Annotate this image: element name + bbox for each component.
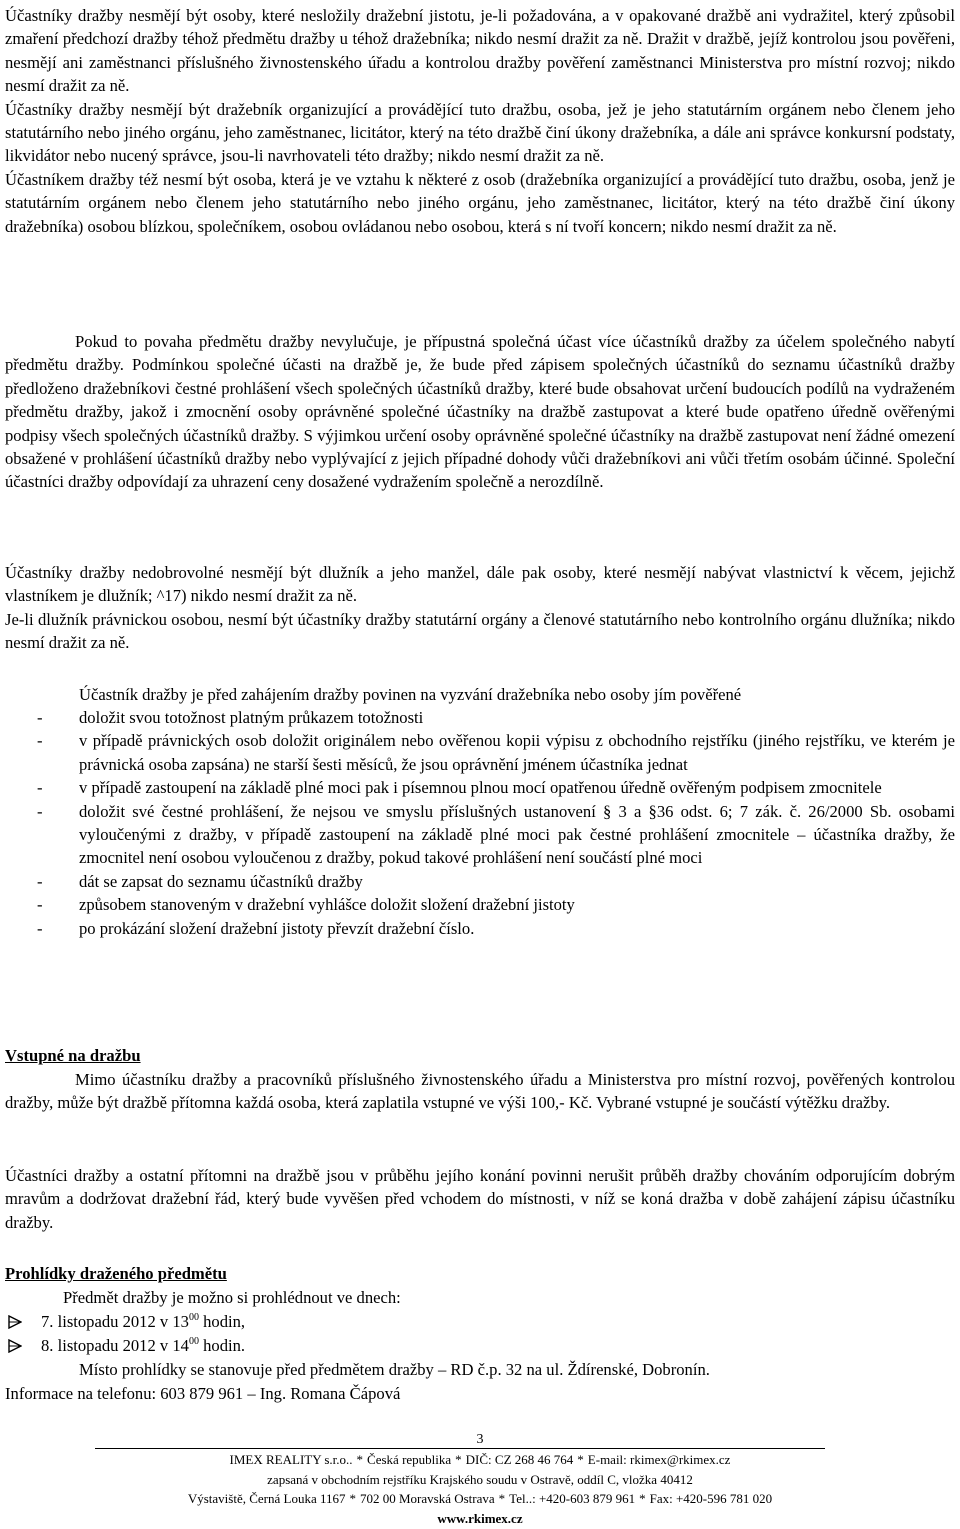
arrow-bullet-icon bbox=[8, 1315, 22, 1329]
footer-registration-line: zapsaná v obchodním rejstříku Krajského soudu v Ostravě, oddíl C, vložka 40412 bbox=[267, 1471, 693, 1487]
obligations-intro-block bbox=[5, 683, 955, 706]
page-number: 3 bbox=[476, 1432, 484, 1447]
participants-block bbox=[5, 4, 955, 238]
dash-bullet: - bbox=[37, 778, 43, 798]
footer-divider bbox=[95, 1448, 825, 1449]
entry-block bbox=[5, 1068, 955, 1115]
dash-bullet: - bbox=[37, 708, 43, 727]
footer-address-line: Výstaviště, Černá Louka 1167 * 702 00 Moravská Ostrava * Tel..: +420-603 879 961 * Fax: +420-596 781 020 bbox=[0, 1489, 960, 1509]
list-item: 7. listopadu 2012 v $13^{00}$ hodin, bbox=[5, 1310, 905, 1334]
dash-bullet: - bbox=[37, 895, 43, 915]
contact-info: Informace na telefonu: 603 879 961 – Ing. Romana Čápová bbox=[5, 1384, 401, 1403]
list-item: - doložit své čestné prohlášení, že nejsou ve smyslu příslušných ustanovení § 3 a §36 odst. 6; 7 zák. č. 26/2000 Sb. osobami vyloučenými z dražby, v případě zastoupení na základě plné moci pak čestné prohlášení zmocnitele – účastníka dražby, že zmocnitel není osobou vyloučenou z dražby, pokud takové prohlášení není součástí plné moci bbox=[37, 801, 955, 868]
list-item: - po prokázání složení dražební jistoty převzít dražební číslo. bbox=[5, 917, 955, 940]
list-item: - v případě zastoupení na základě plné moci pak i písemnou plnou mocí opatřenou úředně ověřeným podpisem zmocnitele bbox=[5, 776, 955, 799]
obligations-intro: Účastník dražby je před zahájením dražby povinen na vyzvání dražebníka nebo osoby jím pověřené bbox=[79, 685, 742, 704]
footer-company-line: IMEX REALITY s.r.o.. * Česká republika * DIČ: CZ 268 46 764 * E-mail: rkimex@rkimex.cz bbox=[0, 1450, 960, 1470]
star-separator-icon: * bbox=[349, 1491, 356, 1507]
star-separator-icon: * bbox=[498, 1491, 506, 1507]
dash-bullet: - bbox=[37, 801, 43, 821]
viewing-dates-list bbox=[5, 1310, 905, 1358]
paragraph-participants-3: Účastníkem dražby též nesmí být osoba, která je ve vztahu k některé z osob (dražebníka organizující a provádějící tuto dražbu, osoba, jenž je statutárním orgánem nebo členem jeho statutárního nebo jiného orgánu, jeho zaměstnanec, licitátor, který na této dražbě činí úkony dražebníka) osobou blízkou, společníkem, osobou ovládanou nebo osobou, která s ní tvoří koncern; nikdo nesmí dražit za ně. bbox=[5, 169, 955, 236]
paragraph-involuntary-auction: Účastníky dražby nedobrovolné nesmějí být dlužník a jeho manžel, dále pak osoby, které nesmějí nabývat vlastnictví k věcem, jejichž vlastníkem je dlužník; ^17) nikdo nesmí dražit za ně. bbox=[5, 563, 955, 606]
star-separator-icon: * bbox=[455, 1452, 462, 1467]
dash-bullet: - bbox=[37, 918, 43, 938]
paragraph-entry-fee: Mimo účastníku dražby a pracovníků příslušného živnostenského úřadu a Ministerstva pro místní rozvoj, pověřených kontrolou dražby, může být dražbě přítomna každá osoba, která zaplatila vstupné ve výši 100,- Kč. Vybrané vstupné je součástí výtěžku dražby. bbox=[5, 1070, 955, 1113]
list-item: - doložit svou totožnost platným průkazem totožnosti bbox=[5, 706, 955, 729]
list-item: - způsobem stanoveným v dražební vyhlášce doložit složení dražební jistoty bbox=[5, 893, 955, 916]
paragraph-participants-2: Účastníky dražby nesmějí být dražebník organizující a provádějící tuto dražbu, osoba, jež je jeho statutárním orgánem nebo členem jeho statutárního nebo jiného orgánu, jeho zaměstnanec, licitátor, který na této dražbě činí úkony dražebníka, a dále ani správce konkursní podstaty, likvidátor nebo nucený správce, jsou-li navrhovateli této dražby; nikdo nesmí dražit za ně. bbox=[5, 99, 955, 166]
conduct-block bbox=[5, 1164, 955, 1234]
dash-bullet: - bbox=[37, 871, 43, 891]
viewings-heading: Prohlídky draženého předmětu bbox=[5, 1264, 227, 1283]
footer-email[interactable]: E-mail: rkimex@rkimex.cz bbox=[587, 1452, 731, 1467]
arrow-bullet-icon bbox=[8, 1339, 22, 1353]
joint-participation-block bbox=[5, 330, 955, 494]
paragraph-conduct: Účastníci dražby a ostatní přítomni na dražbě jsou v průběhu jejího konání povinni nerušit průběh dražby chováním odporujícím dobrým mravům a dodržovat dražební řád, který bude vyvěšen před vchodem do místnosti, v níž se koná dražba v době zahájení zápisu účastníku dražby. bbox=[5, 1166, 955, 1232]
list-item: - v případě právnických osob doložit originálem nebo ověřenou kopii výpisu z obchodního rejstříku (jiného rejstříku, ve kterém je právnická osoba zapsána) ne starší šesti měsíců, že jsou oprávnění jménem účastníka jednat bbox=[37, 731, 955, 774]
viewing-place: Místo prohlídky se stanovuje před předmětem dražby – RD č.p. 32 na ul. Ždírenské, Dobronín. bbox=[79, 1360, 710, 1379]
involuntary-auction-block bbox=[5, 561, 955, 655]
paragraph-legal-entity-debtor: Je-li dlužník právnickou osobou, nesmí být účastníky dražby statutární orgány a členové statutárního nebo kontrolního orgánu dlužníka; nikdo nesmí dražit za ně. bbox=[5, 609, 955, 653]
paragraph-participants-1: Účastníky dražby nesmějí být osoby, které nesložily dražební jistotu, je-li požadována, a v opakované dražbě ani vydražitel, který způsobil zmaření předchozí dražby téhož předmětu dražby u téhož dražebníka; nikdo nesmí dražit za ně. Dražit v dražbě, jejíž kontrolou jsou pověřeni, nesmějí ani zaměstnanci příslušného živnostenského úřadu a kontrolou dražby pověření zaměstnanci Ministerstva pro místní rozvoj; nikdo nesmí dražit za ně. bbox=[5, 6, 955, 96]
entry-heading: Vstupné na dražbu bbox=[5, 1046, 141, 1065]
star-separator-icon: * bbox=[577, 1452, 584, 1467]
footer-website-link[interactable]: www.rkimex.cz bbox=[437, 1510, 523, 1526]
dash-bullet: - bbox=[37, 731, 43, 751]
paragraph-joint-participation: Pokud to povaha předmětu dražby nevylučuje, je přípustná společná účast více účastníků dražby za účelem společného nabytí předmětu dražby. Podmínkou společné účasti na dražbě je, že bude před zápisem společných účastníků do seznamu účastníků dražby předloženo dražebníkovi čestné prohlášení všech společných účastníků dražby, které bude obsahovat určení budoucích podílů na vydraženém předmětu dražby, jakož i zmocnění osoby oprávněné společné účastníky na dražbě zastupovat a které bude opatřeno úředně ověřenými podpisy všech společných účastníků dražby. S výjimkou určení osoby oprávněné společné účastníky na dražbě zastupovat není žádné omezení obsažené v prohlášení účastníků dražby nebo vyplývající z jejich případné dohody vůči dražebníkovi ani vůči třetím osobám účinné. Společní účastníci dražby odpovídají za uhrazení ceny dosažené vydražením společně a nerozdílně. bbox=[5, 332, 955, 492]
obligations-list bbox=[5, 706, 955, 940]
star-separator-icon: * bbox=[356, 1452, 364, 1467]
list-item: 8. listopadu 2012 v $14^{00}$ hodin. bbox=[5, 1334, 905, 1358]
viewings-intro: Předmět dražby je možno si prohlédnout ve dnech: bbox=[63, 1288, 401, 1307]
list-item: - dát se zapsat do seznamu účastníků dražby bbox=[5, 870, 955, 893]
star-separator-icon: * bbox=[639, 1491, 646, 1507]
